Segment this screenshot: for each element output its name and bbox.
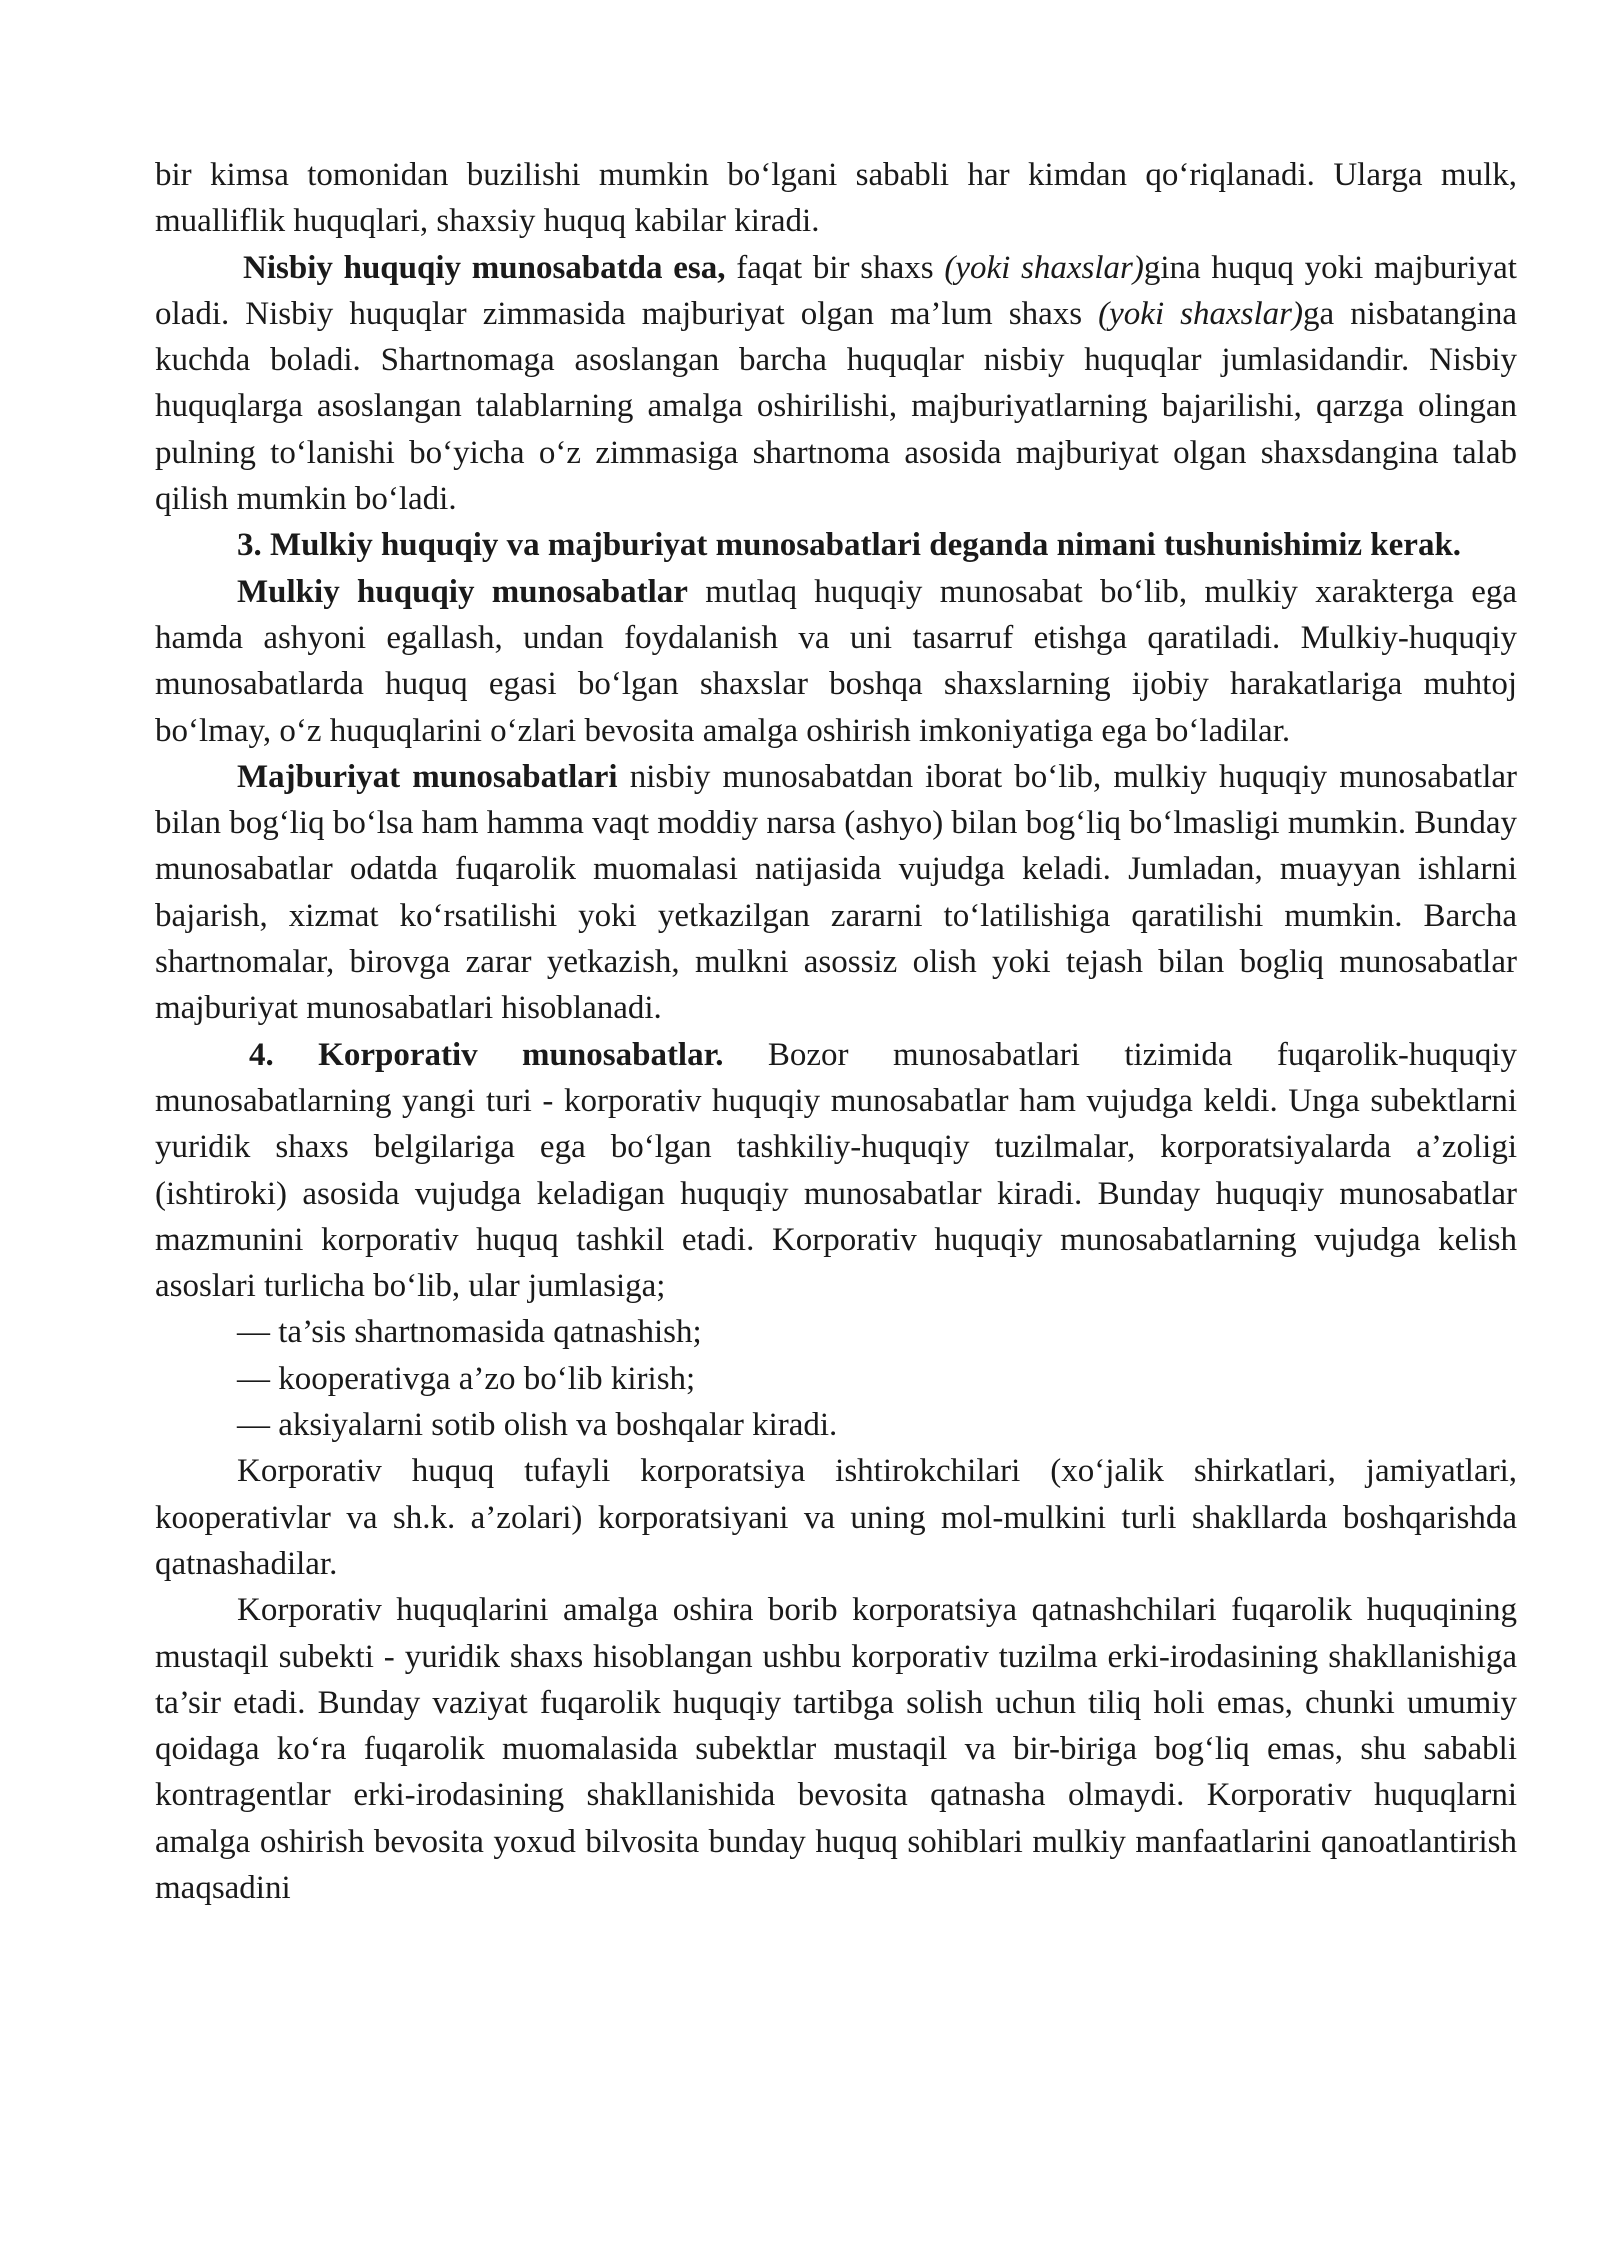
paragraph-bold-lead: Mulkiy huquqiy munosabatlar (237, 573, 688, 610)
paragraph-bold-lead: Nisbiy huquqiy munosabatda esa, (243, 249, 726, 286)
list-item: — kooperativga a’zo bo‘lib kirish; (237, 1360, 696, 1397)
paragraph-korporativ (155, 1032, 1517, 1310)
paragraph-bold-lead: Majburiyat munosabatlari (237, 758, 618, 795)
section-heading-3 (155, 522, 1517, 568)
paragraph-mulkiy (155, 569, 1517, 754)
paragraph-text: faqat bir shaxs (725, 249, 945, 286)
paragraph-italic: (yoki shaxslar) (944, 249, 1144, 286)
paragraph-bold-lead: 4. Korporativ munosabatlar. (249, 1036, 724, 1073)
paragraph-continuation: bir kimsa tomonidan buzilishi mumkin bo‘lgani sababli har kimdan qo‘riqlanadi. Ularga mulk, mualliflik huquqlari, shaxsiy huquq kabilar kiradi. (155, 157, 1517, 240)
document-page (155, 152, 1517, 1911)
paragraph-text: gina huquq yoki majburiyat oladi. Nisbiy huquqlar zimmasida majburiyat olgan ma’lum shaxs (155, 249, 1517, 332)
paragraph-text: nisbiy munosabatdan iborat bo‘lib, mulkiy huquqiy munosabatlar bilan bog‘liq bo‘lsa ham hamma vaqt moddiy narsa (ashyo) bilan bog‘liq bo‘lmasligi mumkin. Bunday munosabatlar odatda fuqarolik muomalasi natijasida vujudga keladi. Jumladan, muayyan ishlarni bajarish, xizmat ko‘rsatilishi yoki yetkazilgan zararni to‘latilishiga qaratilishi mumkin. Barcha shartnomalar, birovga zarar yetkazish, mulkni asossiz olish yoki tejash bilan bogliq munosabatlar majburiyat munosabatlari hisoblanadi. (155, 758, 1517, 1027)
paragraph-text: Bozor munosabatlari tizimida fuqarolik-huquqiy munosabatlarning yangi turi - korporativ huquqiy munosabatlar ham vujudga keldi. Unga subektlarni yuridik shaxs belgilariga ega bo‘lgan tashkiliy-huquqiy tuzilmalar, korporatsiyalarda a’zoligi (ishtiroki) asosida vujudga keladigan huquqiy munosabatlar kiradi. Bunday huquqiy munosabatlar mazmunini korporativ huquq tashkil etadi. Korporativ huquqiy munosabatlarning vujudga kelish asoslari turlicha bo‘lib, ular jumlasiga; (155, 1036, 1518, 1305)
paragraph-text: ga nisbatangina kuchda boladi. Shartnomaga asoslangan barcha huquqlar nisbiy huquqlar jumlasidandir. Nisbiy huquqlarga asoslangan talablarning amalga oshirilishi, majburiyatlarning bajarilishi, qarzga olingan pulning to‘lanishi bo‘yicha o‘z zimmasiga shartnoma asosida majburiyat olgan shaxsdangina talab qilish mumkin bo‘ladi. (155, 295, 1517, 518)
paragraph-italic: (yoki shaxslar) (1098, 295, 1303, 332)
paragraph-nisbiy (155, 245, 1517, 523)
heading-text: 3. Mulkiy huquqiy va majburiyat munosabatlari deganda nimani tushunishimiz kerak. (237, 527, 1462, 564)
paragraph-korporativ-huquq: Korporativ huquq tufayli korporatsiya ishtirokchilari (xo‘jalik shirkatlari, jamiyatlari, kooperativlar va sh.k. a’zolari) korporatsiyani va uning mol-mulkini turli shakllarda boshqarishda qatnashadilar. (155, 1453, 1517, 1582)
list-item: — ta’sis shartnomasida qatnashish; (237, 1314, 702, 1351)
paragraph-korporativ-huquqlarini: Korporativ huquqlarini amalga oshira borib korporatsiya qatnashchilari fuqarolik huquqining mustaqil subekti - yuridik shaxs hisoblangan ushbu korporativ tuzilma erki-irodasining shakllanishiga ta’sir etadi. Bunday vaziyat fuqarolik huquqiy tartibga solish uchun tiliq holi emas, chunki umumiy qoidaga ko‘ra fuqarolik muomalasida subektlar mustaqil va bir-biriga bog‘liq emas, shu sababli kontragentlar erki-irodasining shakllanishida bevosita qatnasha olmaydi. Korporativ huquqlarni amalga oshirish bevosita yoxud bilvosita bunday huquq sohiblari mulkiy manfaatlarini qanoatlantirish maqsadini (155, 1592, 1517, 1906)
paragraph-majburiyat (155, 754, 1517, 1032)
paragraph-text: mutlaq huquqiy munosabat bo‘lib, mulkiy xarakterga ega hamda ashyoni egallash, undan foydalanish va uni tasarruf etishga qaratiladi. Mulkiy-huquqiy munosabatlarda huquq egasi bo‘lgan shaxslar boshqa shaxslarning ijobiy harakatlariga muhtoj bo‘lmay, o‘z huquqlarini o‘zlari bevosita amalga oshirish imkoniyatiga ega bo‘ladilar. (155, 573, 1518, 749)
list-item: — aksiyalarni sotib olish va boshqalar kiradi. (237, 1407, 838, 1444)
